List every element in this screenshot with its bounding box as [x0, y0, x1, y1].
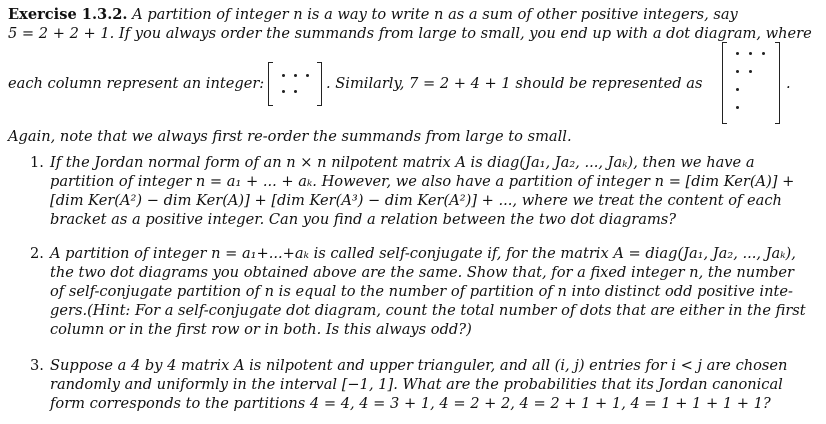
intro-text-2: 5 = 2 + 2 + 1. If you always order the summands from large to small, you end up with a dot diagram, where	[8, 25, 812, 42]
intro-text-3c: .	[786, 75, 791, 92]
again-note: Again, note that we always first re-order the summands from large to small.	[8, 128, 572, 145]
dot-diagram-7	[722, 42, 780, 124]
item-line: the two dot diagrams you obtained above are the same. Show that, for a fixed integer n, the number	[50, 264, 794, 281]
diagram-dot	[306, 74, 309, 77]
diagram-dot	[736, 52, 739, 55]
item-line: randomly and uniformly in the interval [−1, 1]. What are the probabilities that its Jordan canonical	[50, 376, 783, 393]
item-number: 1.	[30, 154, 44, 171]
intro-line-1	[8, 6, 738, 24]
left-bracket	[268, 62, 273, 106]
right-bracket	[775, 42, 780, 124]
diagram-dot	[282, 90, 285, 93]
diagram-dot	[294, 74, 297, 77]
item-line: If the Jordan normal form of an n × n nilpotent matrix A is diag(Ja₁, Ja₂, ..., Jaₖ), then we have a	[50, 154, 755, 171]
diagram-dot	[282, 74, 285, 77]
item-number: 2.	[30, 245, 44, 262]
diagram-dot	[749, 52, 752, 55]
diagram-dot	[736, 106, 739, 109]
dot-diagram-5	[268, 62, 322, 106]
left-bracket	[722, 42, 727, 124]
intro-text-3b: . Similarly, 7 = 2 + 4 + 1 should be represented as	[326, 75, 703, 92]
right-bracket	[317, 62, 322, 106]
exercise-label: Exercise 1.3.2.	[8, 6, 128, 23]
diagram-dot	[762, 52, 765, 55]
item-line: Suppose a 4 by 4 matrix A is nilpotent and upper trianguler, and all (i, j) entries for i < j are chosen	[50, 357, 788, 374]
diagram-dot	[749, 70, 752, 73]
item-line: A partition of integer n = a₁+...+aₖ is called self-conjugate if, for the matrix A = diag(Ja₁, Ja₂, ..., Jaₖ),	[50, 245, 796, 262]
intro-line-2	[8, 25, 812, 43]
item-line: bracket as a positive integer. Can you find a relation between the two dot diagrams?	[50, 211, 677, 228]
diagram-dot	[294, 90, 297, 93]
intro-text-3a: each column represent an integer:	[8, 75, 265, 92]
item-number: 3.	[30, 357, 44, 374]
item-line: gers.(Hint: For a self-conjugate dot diagram, count the total number of dots that are either in the first	[50, 302, 806, 319]
diagram-dot	[736, 88, 739, 91]
intro-text-1: A partition of integer n is a way to write n as a sum of other positive integers, say	[132, 6, 738, 23]
item-line: of self-conjugate partition of n is equal to the number of partition of n into distinct odd positive inte-	[50, 283, 793, 300]
item-line: [dim Ker(A²) − dim Ker(A)] + [dim Ker(A³) − dim Ker(A²)] + ..., where we treat the content of each	[50, 192, 782, 209]
diagram-dot	[736, 70, 739, 73]
item-line: form corresponds to the partitions 4 = 4, 4 = 3 + 1, 4 = 2 + 2, 4 = 2 + 1 + 1, 4 = 1 + 1 + 1 + 1?	[50, 395, 771, 412]
item-line: column or in the first row or in both. Is this always odd?)	[50, 321, 472, 338]
item-line: partition of integer n = a₁ + ... + aₖ. However, we also have a partition of integer n = [dim Ker(A)] +	[50, 173, 795, 190]
